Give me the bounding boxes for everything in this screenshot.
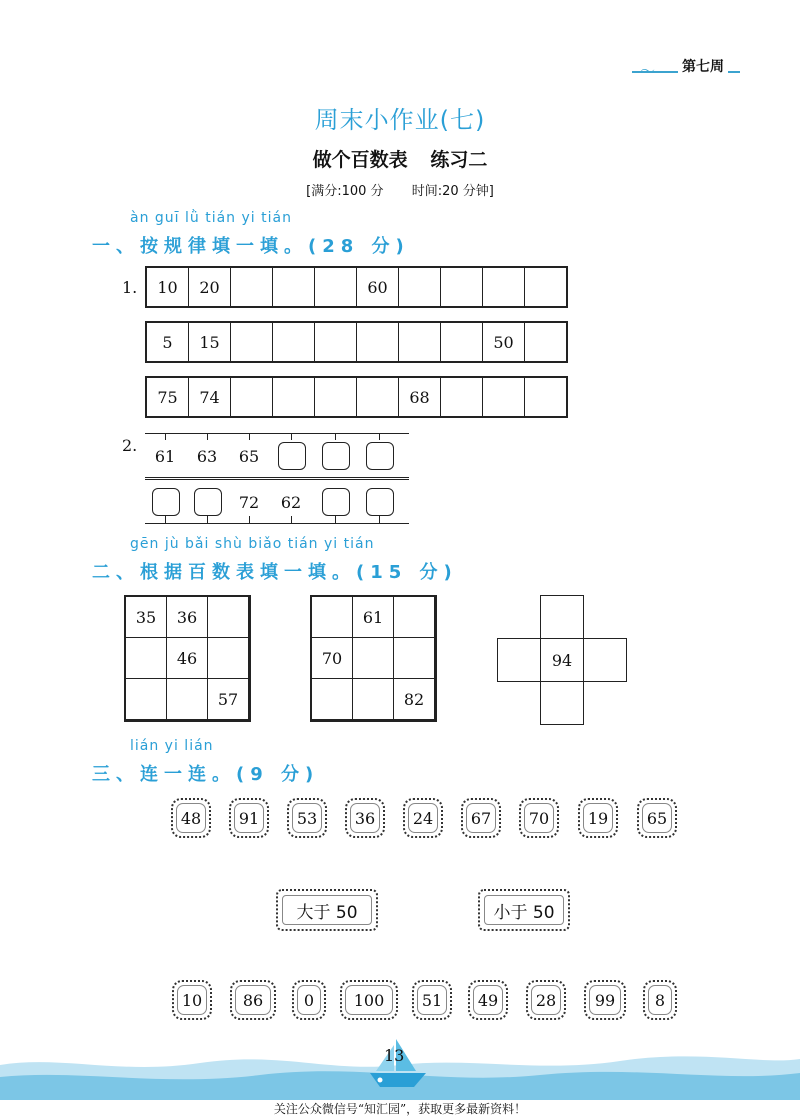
cross-blank[interactable] <box>540 595 584 639</box>
match-number-top[interactable]: 24 <box>403 798 443 838</box>
ruler-tick <box>335 516 336 523</box>
sequence-blank[interactable] <box>483 378 525 416</box>
ruler-tick <box>291 516 292 523</box>
grid-blank[interactable] <box>311 678 353 720</box>
sequence-blank[interactable] <box>483 268 525 306</box>
hundred-chart-grid <box>124 595 251 722</box>
match-number-top[interactable]: 67 <box>461 798 501 838</box>
sequence-number: 68 <box>399 378 441 416</box>
ruler-tick <box>379 433 380 440</box>
number-ruler <box>145 479 409 525</box>
sequence-blank[interactable] <box>441 268 483 306</box>
match-number-bottom[interactable]: 99 <box>584 980 626 1020</box>
sequence-blank[interactable] <box>273 378 315 416</box>
sequence-number: 75 <box>147 378 189 416</box>
cross-blank[interactable] <box>540 681 584 725</box>
cross-blank[interactable] <box>497 638 541 682</box>
ruler-blank-box[interactable] <box>152 488 180 516</box>
match-number-bottom[interactable]: 8 <box>643 980 677 1020</box>
match-target-label[interactable]: 小于 50 <box>478 889 570 931</box>
ruler-top-line <box>145 433 409 434</box>
ruler-tick <box>165 516 166 523</box>
grid-blank[interactable] <box>352 637 394 679</box>
match-number-bottom[interactable]: 28 <box>526 980 566 1020</box>
section2-pinyin: gēn jù bǎi shù biǎo tián yi tián <box>130 536 375 552</box>
match-number-top[interactable]: 91 <box>229 798 269 838</box>
sequence-blank[interactable] <box>315 378 357 416</box>
match-number-bottom[interactable]: 49 <box>468 980 508 1020</box>
sequence-row <box>145 266 568 308</box>
ruler-tick <box>291 433 292 440</box>
grid-blank[interactable] <box>311 596 353 638</box>
sequence-number: 60 <box>357 268 399 306</box>
swoosh-icon: 〜 <box>640 62 656 80</box>
subtitle-part: 练习二 <box>430 149 488 171</box>
ruler-tick <box>165 433 166 440</box>
grid-number: 46 <box>166 637 208 679</box>
grid-blank[interactable] <box>352 678 394 720</box>
sequence-blank[interactable] <box>231 323 273 361</box>
match-number-top[interactable]: 48 <box>171 798 211 838</box>
ruler-number: 72 <box>238 493 260 512</box>
match-number-bottom[interactable]: 51 <box>412 980 452 1020</box>
ruler-tick <box>335 433 336 440</box>
sequence-blank[interactable] <box>273 268 315 306</box>
week-label: 第七周 <box>678 56 728 76</box>
footnote: 关注公众微信号“知汇园”，获取更多最新资料！ <box>273 1102 527 1116</box>
week-badge <box>632 56 742 80</box>
sequence-number: 20 <box>189 268 231 306</box>
grid-number: 57 <box>207 678 249 720</box>
sequence-blank[interactable] <box>231 378 273 416</box>
sequence-blank[interactable] <box>315 323 357 361</box>
q1-label: 1. <box>122 278 138 297</box>
match-number-top[interactable]: 53 <box>287 798 327 838</box>
grid-blank[interactable] <box>166 678 208 720</box>
subtitle-main: 做个百数表 <box>312 149 408 171</box>
match-number-bottom[interactable]: 0 <box>292 980 326 1020</box>
ruler-blank-box[interactable] <box>366 442 394 470</box>
ruler-tick <box>249 433 250 440</box>
page-subtitle <box>0 145 800 172</box>
grid-blank[interactable] <box>393 596 435 638</box>
match-number-top[interactable]: 19 <box>578 798 618 838</box>
page-title: 周末小作业(七) <box>314 106 486 134</box>
match-number-top[interactable]: 65 <box>637 798 677 838</box>
ruler-tick <box>249 516 250 523</box>
sequence-number: 5 <box>147 323 189 361</box>
grid-number: 61 <box>352 596 394 638</box>
ruler-bottom-line <box>145 523 409 524</box>
ruler-number: 63 <box>196 447 218 466</box>
page-number: 13 <box>384 1046 405 1065</box>
sequence-row <box>145 321 568 363</box>
grid-number: 82 <box>393 678 435 720</box>
sequence-number: 50 <box>483 323 525 361</box>
match-target-label[interactable]: 大于 50 <box>276 889 378 931</box>
section1-heading: 一、按规律填一填。(28 分) <box>92 236 410 257</box>
sequence-blank[interactable] <box>441 378 483 416</box>
sequence-blank[interactable] <box>357 378 399 416</box>
ruler-number: 61 <box>154 447 176 466</box>
ruler-blank-box[interactable] <box>194 488 222 516</box>
exam-meta <box>0 180 800 199</box>
cross-center-number: 94 <box>540 638 584 682</box>
ruler-blank-box[interactable] <box>366 488 394 516</box>
footer-wave <box>0 1035 800 1100</box>
ruler-blank-box[interactable] <box>322 488 350 516</box>
grid-blank[interactable] <box>207 637 249 679</box>
sequence-blank[interactable] <box>273 323 315 361</box>
grid-number: 36 <box>166 596 208 638</box>
match-number-bottom[interactable]: 10 <box>172 980 212 1020</box>
match-number-top[interactable]: 36 <box>345 798 385 838</box>
grid-blank[interactable] <box>125 637 167 679</box>
sequence-blank[interactable] <box>525 268 566 306</box>
sequence-blank[interactable] <box>357 323 399 361</box>
ruler-blank-box[interactable] <box>322 442 350 470</box>
sequence-blank[interactable] <box>399 323 441 361</box>
section1-pinyin: àn guī lǜ tián yi tián <box>130 210 292 226</box>
sequence-number: 10 <box>147 268 189 306</box>
match-number-bottom[interactable]: 100 <box>340 980 398 1020</box>
q2-label: 2. <box>122 436 138 455</box>
sequence-blank[interactable] <box>441 323 483 361</box>
ruler-blank-box[interactable] <box>278 442 306 470</box>
number-ruler <box>145 433 409 479</box>
sequence-row <box>145 376 568 418</box>
grid-blank[interactable] <box>125 678 167 720</box>
grid-number: 70 <box>311 637 353 679</box>
ruler-number: 65 <box>238 447 260 466</box>
sequence-blank[interactable] <box>315 268 357 306</box>
sequence-number: 74 <box>189 378 231 416</box>
ruler-number: 62 <box>280 493 302 512</box>
score-info: [满分:100 分 <box>306 184 384 199</box>
hundred-chart-grid <box>310 595 437 722</box>
grid-number: 35 <box>125 596 167 638</box>
cross-blank[interactable] <box>583 638 627 682</box>
sequence-blank[interactable] <box>399 268 441 306</box>
grid-blank[interactable] <box>207 596 249 638</box>
section2-heading: 二、根据百数表填一填。(15 分) <box>92 562 458 583</box>
match-number-top[interactable]: 70 <box>519 798 559 838</box>
ruler-tick <box>207 516 208 523</box>
ruler-tick <box>379 516 380 523</box>
time-info: 时间:20 分钟] <box>411 184 494 199</box>
grid-blank[interactable] <box>393 637 435 679</box>
ruler-top-line <box>145 479 409 480</box>
match-number-bottom[interactable]: 86 <box>230 980 276 1020</box>
sequence-blank[interactable] <box>231 268 273 306</box>
section3-heading: 三、连一连。(9 分) <box>92 764 320 785</box>
sequence-blank[interactable] <box>525 378 566 416</box>
section3-pinyin: lián yi lián <box>130 738 214 754</box>
sequence-number: 15 <box>189 323 231 361</box>
sequence-blank[interactable] <box>525 323 566 361</box>
ruler-bottom-line <box>145 477 409 478</box>
ruler-tick <box>207 433 208 440</box>
